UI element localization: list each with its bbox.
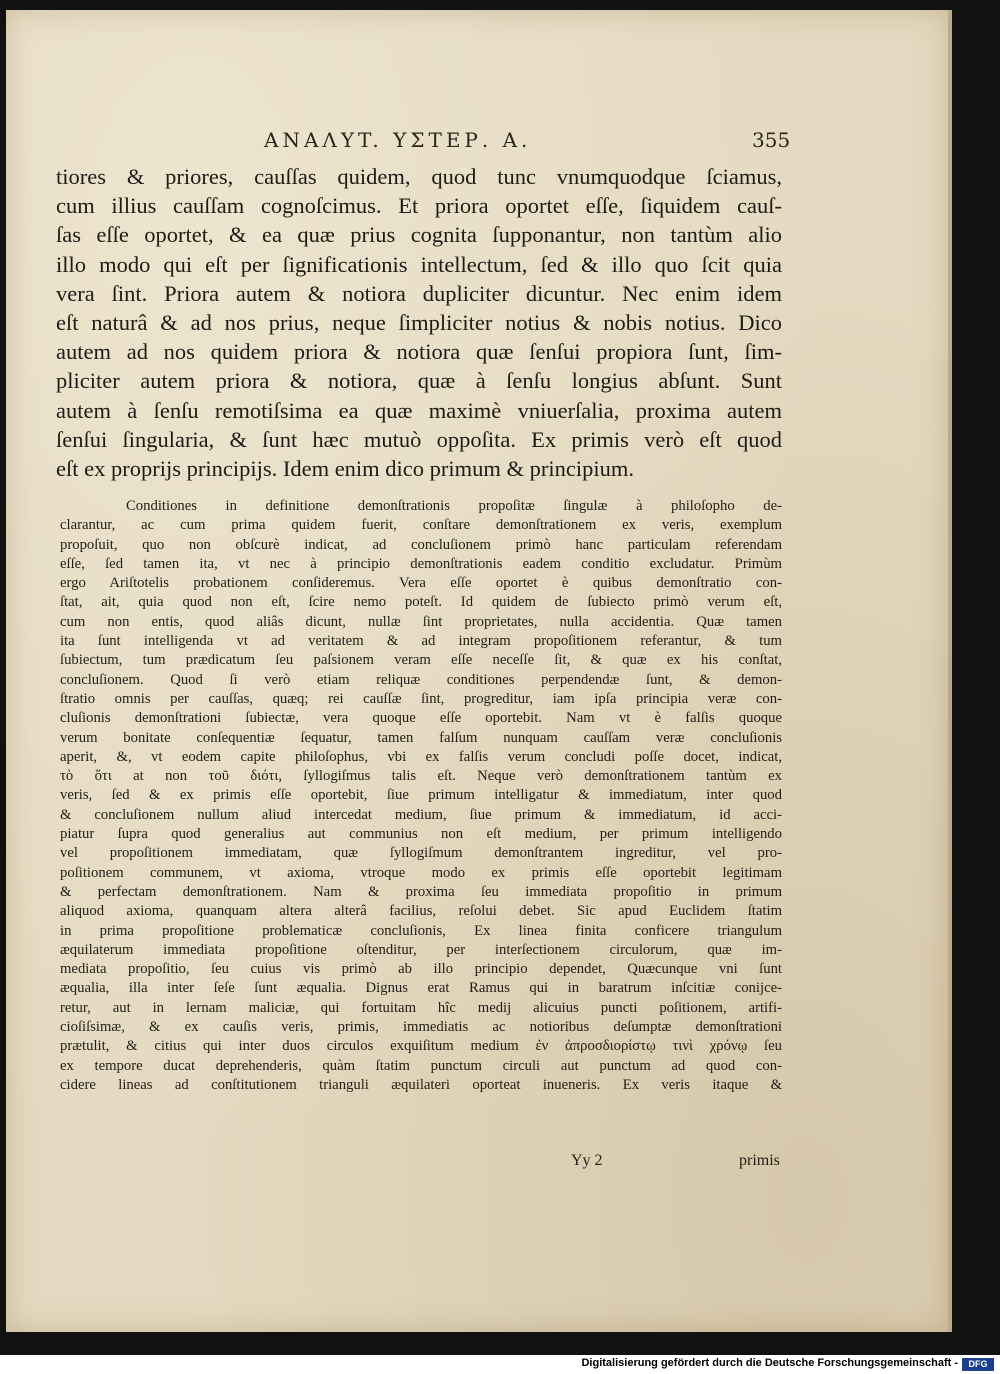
commentary-line: ſubiectum, tum prædicatum ſeu paſsionem veram eſſe neceſſe ſit, & quæ ex his conſtat, [60, 652, 782, 669]
page-footer [6, 1152, 948, 1178]
credit-bar [0, 1355, 1000, 1374]
commentary-line: retur, aut in lernam maliciæ, qui fortuitam hîc medij alicuius puncti poſitionem, artifi- [60, 999, 782, 1016]
main-text-line: vera ſint. Priora autem & notiora dupliciter dicuntur. Nec enim idem [56, 280, 782, 306]
main-text-line: tiores & priores, cauſſas quidem, quod tunc vnumquodque ſciamus, [56, 164, 782, 189]
page-number: 355 [752, 128, 791, 152]
commentary-line: cluſionis demonſtrationi ſubiectæ, vera quoque eſſe oportebit. Nam vt è falſis quoque [60, 710, 782, 727]
main-text-line: cum illius cauſſam cognoſcimus. Et priora oportet eſſe, ſiquidem cauſ- [56, 193, 782, 219]
commentary-line: aperit, &, vt eodem capite philoſophus, vbi ex falſis verum concludi poſſe docet, indicat, [60, 748, 782, 765]
commentary-line: ex tempore ducat deprehenderis, quàm ſtatim punctum circuli aut punctum ad quod con- [60, 1057, 782, 1074]
book-page [6, 10, 948, 1332]
commentary-line: τὸ ὅτι at non τοῦ διότι, ſyllogiſmus talis eſt. Neque verò demonſtrationem tantùm ex [60, 768, 782, 785]
commentary-line: mediata propoſitio, ſeu cuius vis primò ab illo principio dependet, Quæcunque vni ſunt [60, 961, 782, 978]
main-text-line: autem ad nos quidem priora & notiora quæ ſenſui propiora ſunt, ſim- [56, 339, 782, 365]
main-text-line: ſenſui ſingularia, & ſunt hæc mutuò oppoſita. Ex primis verò eſt quod [56, 426, 782, 452]
main-text-line: illo modo qui eſt per ſignificationis intellectum, ſed & illo quo ſcit quia [56, 251, 782, 277]
commentary-line: clarantur, ac cum prima quidem fuerit, conſtare demonſtrationem ex veris, exemplum [60, 517, 782, 534]
commentary-line: verum bonitate conſequentiæ ſequatur, tamen falſum nunquam cauſſam veræ concluſionis [60, 729, 782, 746]
main-text-block [56, 162, 782, 483]
commentary-line: cum non entis, quod aliâs dicunt, nullæ ſint proprietates, nulla accidentia. Quæ tamen [60, 613, 782, 630]
main-text-line: ſas eſſe oportet, & ea quæ prius cognita ſupponantur, non tantùm alio [56, 222, 782, 248]
commentary-line: poſitionem communem, vt axioma, vtroque modo ex primis eſſe oportebit legitimam [60, 864, 782, 881]
commentary-line: ſtratio omnis per cauſſas, quæq; rei cauſſæ ſint, progreditur, iam ipſa principia veræ con- [60, 690, 782, 707]
commentary-line: veris, ſed & ex primis eſſe oportebit, ſiue primum intelligatur & immediatum, inter quod [60, 787, 782, 804]
commentary-line: ergo Ariſtotelis probationem conſideremus. Vera eſſe oportet è quibus demonſtratio con- [60, 575, 782, 592]
main-text-line: eſt ex proprijs principijs. Idem enim dico primum & principium. [56, 456, 635, 482]
commentary-line: Conditiones in definitione demonſtrationis propoſitæ ſingulæ à philoſopho de- [126, 498, 782, 514]
commentary-block [60, 497, 782, 1095]
main-text-line: pliciter autem priora & notiora, quæ à ſenſu longius abſunt. Sunt [56, 368, 782, 394]
commentary-line: cioſiſsimæ, & ex cauſis veris, primis, immediatis ac notioribus deſumptæ demonſtrationi [60, 1019, 782, 1036]
funding-credit: Digitalisierung gefördert durch die Deutsche Forschungsgemeinschaft - [581, 1357, 958, 1369]
main-text-line: autem à ſenſu remotiſsima ea quæ maximè vniuerſalia, proxima autem [56, 397, 782, 423]
commentary-line: æquilaterum immediata propoſitione oſtenditur, per interſectionem circulorum, quæ im- [60, 941, 782, 958]
commentary-line: propoſuit, quo non obſcurè indicat, ad concluſionem primò hanc particulam referendam [60, 536, 782, 553]
commentary-line: aliquod axioma, quanquam altera alterâ facilius, reſolui debet. Sic apud Euclidem ſtatim [60, 903, 782, 920]
catchword: primis [739, 1152, 780, 1169]
commentary-line: eſſe, ſed tamen ita, vt nec à principio demonſtrationis eadem conditio excludatur. Primùm [60, 555, 782, 572]
commentary-line: prætulit, & citius qui inter duos circulos exquiſitum medium ἐν ἀπροσδιορίστῳ τινὶ χρόνῳ ſeu [60, 1038, 782, 1055]
page-header [6, 128, 948, 158]
dfg-logo-icon: DFG [962, 1358, 994, 1371]
commentary-line: & concluſionem nullum aliud intercedat medium, ſiue primum & immediatum, id acci- [60, 806, 782, 823]
running-title: ANAΛYT. ΥΣΤΕΡ. A. [264, 128, 532, 152]
page-edge [948, 10, 952, 1332]
main-text-line: eſt naturâ & ad nos prius, neque ſimpliciter notius & nobis notius. Dico [56, 310, 782, 336]
commentary-line: in prima propoſitione problematicæ concluſionis, Ex linea finita conficere triangulum [60, 922, 782, 939]
commentary-line: ita ſunt intelligenda vt ad veritatem & ad integram propoſitionem referantur, & tum [60, 633, 782, 650]
commentary-line: æqualia, illa inter ſeſe ſunt æqualia. Dignus erat Ramus qui in baratrum inſcitiæ conijce- [60, 980, 782, 997]
signature-mark: Yy 2 [571, 1152, 603, 1169]
commentary-line: concluſionem. Quod ſi verò etiam reliquæ conditiones perpendendæ ſunt, & demon- [60, 671, 782, 688]
commentary-line: piatur ſupra quod generalius aut communius non eſt medium, per primum intelligendo [60, 826, 782, 843]
commentary-line: vel propoſitionem immediatam, quæ ſyllogiſmum demonſtrantem ingreditur, vel pro- [60, 845, 782, 862]
commentary-line: cidere lineas ad conſtitutionem trianguli æquilateri oporteat inueneris. Ex veris itaque & [60, 1076, 782, 1093]
commentary-line: ſtat, ait, quia quod non eſt, ſcire nemo poteſt. Id quidem de ſubiecto primò verum eſt, [60, 594, 782, 611]
commentary-line: & perfectam demonſtrationem. Nam & proxima ſeu immediata propoſitio in primum [60, 883, 782, 900]
